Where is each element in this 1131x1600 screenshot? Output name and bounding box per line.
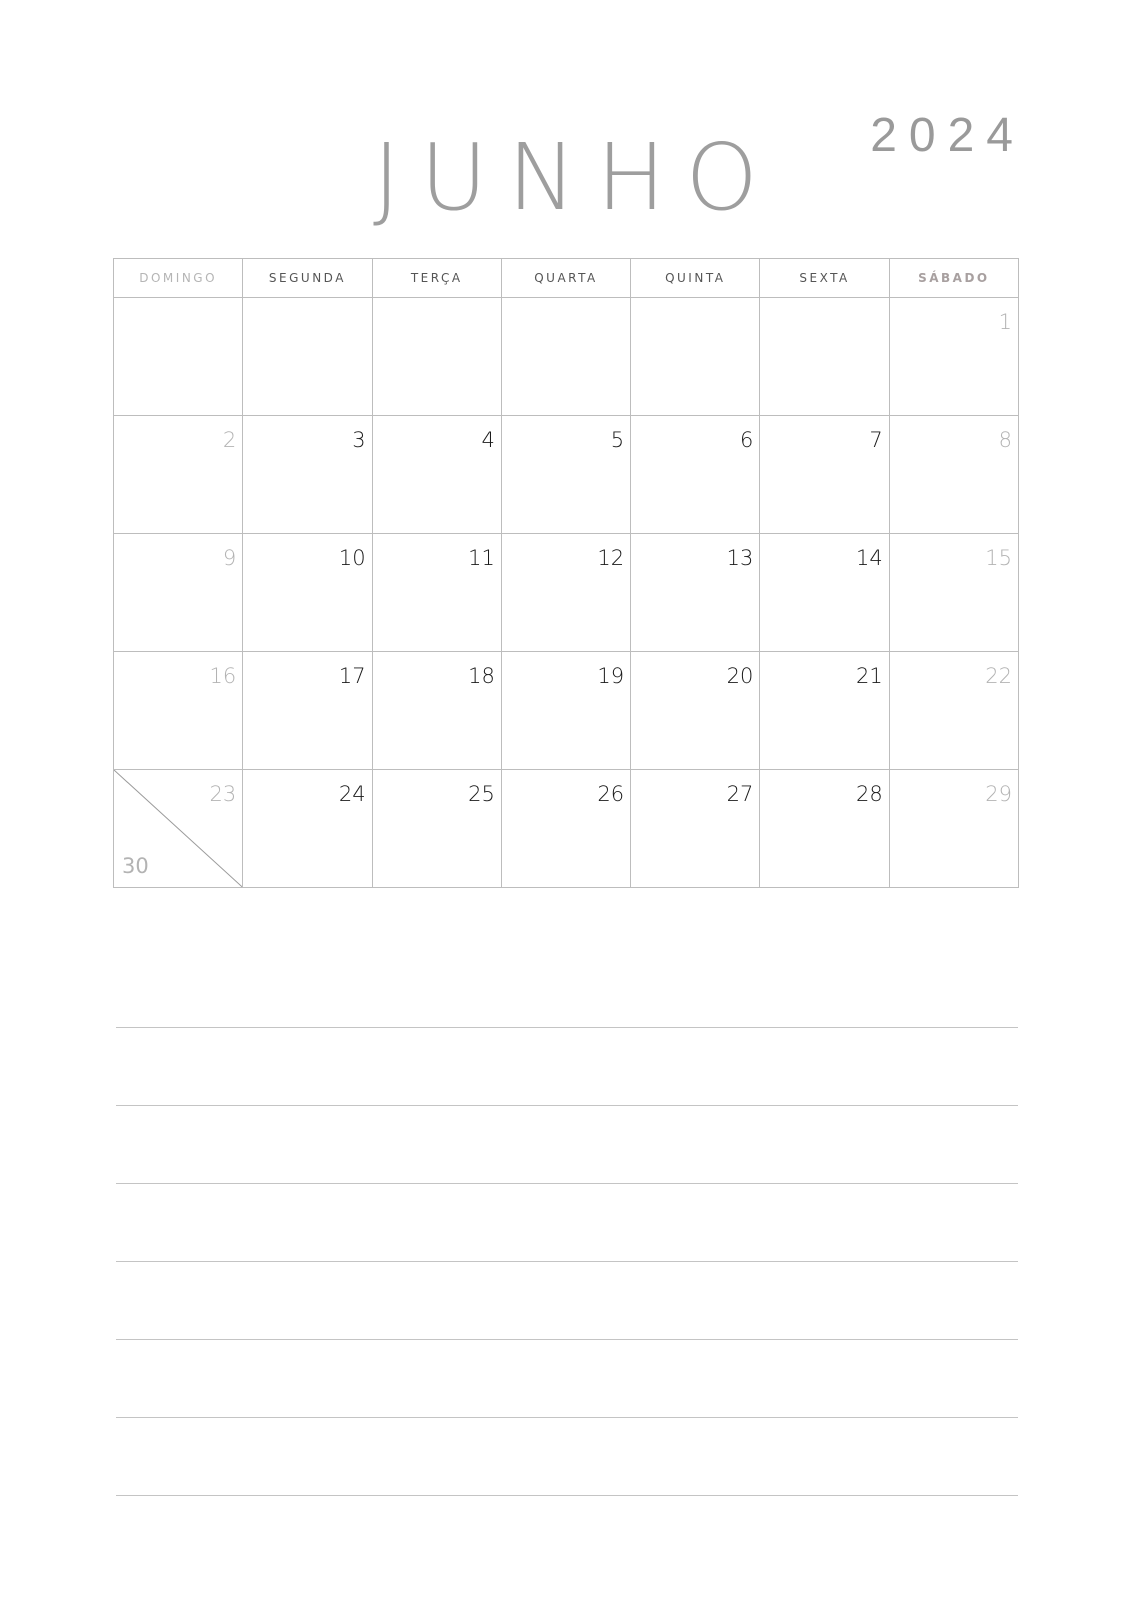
day-cell[interactable] — [114, 298, 243, 416]
day-number: 24 — [338, 782, 366, 806]
day-cell[interactable] — [243, 534, 372, 652]
week-row — [114, 534, 1019, 652]
day-cell[interactable] — [760, 298, 889, 416]
day-cell[interactable] — [889, 534, 1018, 652]
day-number: 17 — [338, 664, 366, 688]
day-number: 4 — [481, 428, 495, 452]
day-cell[interactable] — [760, 770, 889, 888]
day-cell[interactable] — [501, 298, 630, 416]
month-title: JUNHO — [373, 124, 778, 231]
day-cell[interactable] — [372, 770, 501, 888]
weekday-header-row — [114, 259, 1019, 298]
day-cell[interactable] — [760, 652, 889, 770]
day-cell[interactable] — [243, 416, 372, 534]
day-number: 9 — [222, 546, 237, 570]
day-cell[interactable] — [114, 652, 243, 770]
note-line[interactable] — [116, 1183, 1018, 1184]
day-cell[interactable] — [889, 770, 1018, 888]
day-number: 14 — [855, 546, 883, 570]
day-cell[interactable] — [114, 416, 243, 534]
day-number: 22 — [985, 664, 1012, 688]
day-cell[interactable] — [889, 416, 1018, 534]
week-row — [114, 298, 1019, 416]
day-cell[interactable] — [114, 534, 243, 652]
day-number: 8 — [998, 428, 1012, 452]
day-cell[interactable] — [372, 652, 501, 770]
day-cell[interactable] — [501, 416, 630, 534]
calendar-grid — [113, 258, 1019, 888]
day-cell[interactable] — [372, 416, 501, 534]
day-cell[interactable] — [114, 770, 243, 888]
day-number: 29 — [985, 782, 1012, 806]
day-number: 16 — [209, 664, 237, 688]
week-row — [114, 652, 1019, 770]
day-cell[interactable] — [889, 298, 1018, 416]
day-cell[interactable] — [243, 770, 372, 888]
day-cell[interactable] — [501, 652, 630, 770]
day-number: 20 — [726, 664, 754, 688]
weekday-header-monday: SEGUNDA — [243, 259, 372, 298]
day-cell[interactable] — [501, 770, 630, 888]
day-number: 23 — [209, 782, 237, 806]
day-number: 30 — [122, 854, 149, 878]
day-number: 5 — [610, 428, 625, 452]
day-cell[interactable] — [631, 534, 760, 652]
day-number: 19 — [597, 664, 625, 688]
day-number: 6 — [740, 428, 754, 452]
day-cell[interactable] — [760, 416, 889, 534]
day-number: 12 — [597, 546, 625, 570]
day-number: 13 — [726, 546, 754, 570]
day-cell[interactable] — [631, 298, 760, 416]
weekday-header-tuesday: TERÇA — [372, 259, 501, 298]
week-row — [114, 770, 1019, 888]
day-number: 2 — [222, 428, 237, 452]
day-number: 7 — [869, 428, 883, 452]
year-title: 2024 — [870, 109, 1025, 162]
note-line[interactable] — [116, 1417, 1018, 1418]
day-cell[interactable] — [631, 416, 760, 534]
weekday-header-friday: SEXTA — [760, 259, 889, 298]
day-number: 3 — [352, 428, 366, 452]
weekday-header-thursday: QUINTA — [631, 259, 760, 298]
day-cell[interactable] — [631, 652, 760, 770]
note-line[interactable] — [116, 1339, 1018, 1340]
day-number: 28 — [855, 782, 883, 806]
day-number: 25 — [468, 782, 495, 806]
day-cell[interactable] — [631, 770, 760, 888]
day-number: 11 — [468, 546, 495, 570]
note-line[interactable] — [116, 1495, 1018, 1496]
weekday-header-wednesday: QUARTA — [501, 259, 630, 298]
note-line[interactable] — [116, 1261, 1018, 1262]
day-number: 15 — [985, 546, 1012, 570]
day-number: 21 — [855, 664, 883, 688]
day-cell[interactable] — [372, 534, 501, 652]
note-line[interactable] — [116, 1105, 1018, 1106]
day-cell[interactable] — [501, 534, 630, 652]
day-cell[interactable] — [243, 652, 372, 770]
day-cell[interactable] — [889, 652, 1018, 770]
day-number: 18 — [468, 664, 495, 688]
day-number: 10 — [338, 546, 366, 570]
week-row — [114, 416, 1019, 534]
weekday-header-sunday: DOMINGO — [114, 259, 243, 298]
note-line[interactable] — [116, 1027, 1018, 1028]
day-number: 1 — [998, 310, 1012, 334]
day-cell[interactable] — [243, 298, 372, 416]
day-number: 27 — [726, 782, 754, 806]
weekday-header-saturday: SÁBADO — [889, 259, 1018, 298]
day-cell[interactable] — [372, 298, 501, 416]
day-number: 26 — [597, 782, 625, 806]
day-cell[interactable] — [760, 534, 889, 652]
